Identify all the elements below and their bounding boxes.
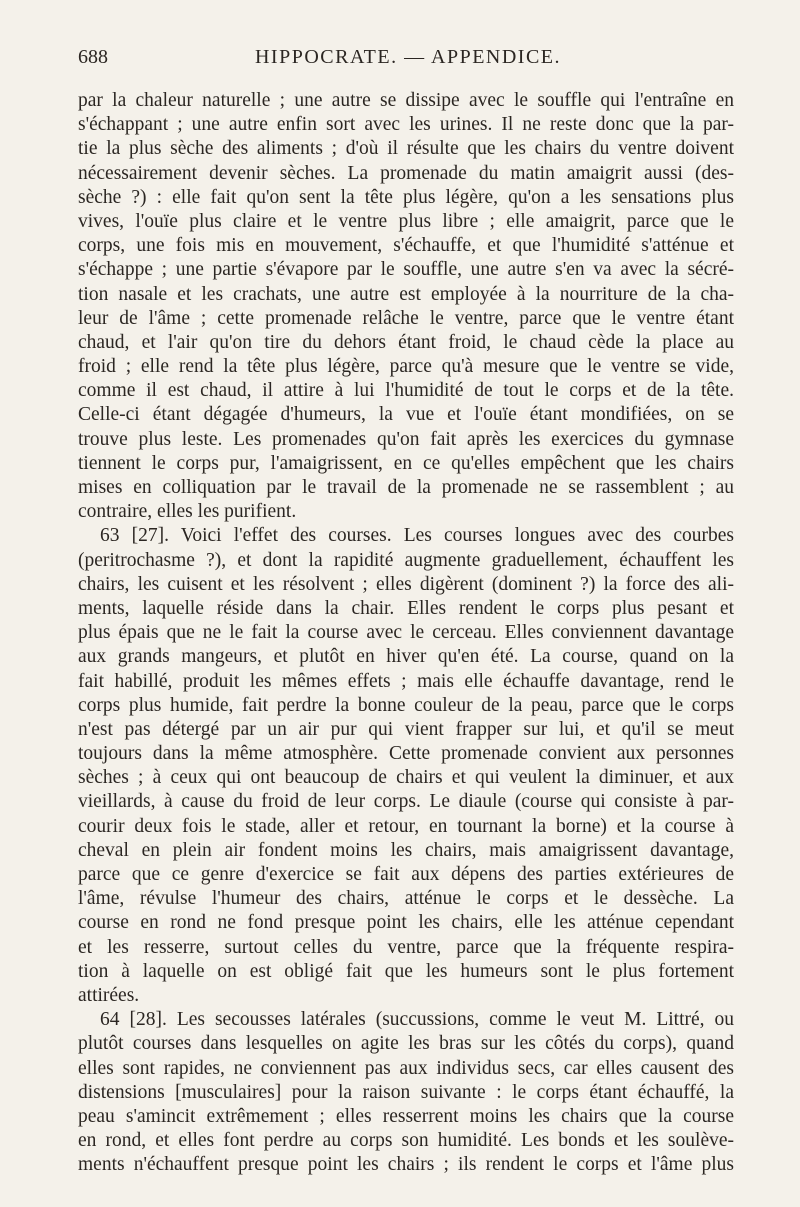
text-line: course en rond ne fond presque point les chairs, elle les atténue cependant [78,912,734,934]
text-line: contraire, elles les purifient. [78,501,297,523]
text-line: chairs, les cuisent et les résolvent ; elles digèrent (dominent ?) la force des ali- [78,573,734,595]
text-line: fait habillé, produit les mêmes effets ; mais elle échauffe davantage, rend le [78,670,734,692]
text-line: distensions [musculaires] pour la raison suivante : le corps étant échauffé, la [78,1081,734,1103]
text-line: l'âme, révulse l'humeur des chairs, atténue le corps et le dessèche. La [78,888,734,910]
body-text [78,89,734,1177]
text-line: tion à laquelle on est obligé fait que les humeurs sont le plus fortement [78,960,734,982]
text-line: corps plus humide, fait perdre la bonne couleur de la peau, parce que le corps [78,694,734,716]
text-line: n'est pas détergé par un air pur qui vient frapper sur lui, et qu'il se meut [78,718,734,740]
text-line: elles sont rapides, ne conviennent pas aux individus secs, car elles causent des [78,1057,734,1079]
text-line: 64 [28]. Les secousses latérales (succussions, comme le veut M. Littré, ou [100,1009,734,1031]
text-line: sèches ; à ceux qui ont beaucoup de chairs et qui veulent la diminuer, et aux [78,767,734,789]
text-line: 63 [27]. Voici l'effet des courses. Les courses longues avec des courbes [100,525,734,547]
text-line: ments, laquelle réside dans la chair. Elles rendent le corps plus pesant et [78,597,734,619]
text-line: Celle-ci étant dégagée d'humeurs, la vue et l'ouïe étant mondifiées, on se [78,404,734,426]
text-line: toujours dans la même atmosphère. Cette promenade convient aux personnes [78,743,734,765]
text-line: vieillards, à cause du froid de leur corps. Le diaule (course qui consiste à par- [78,791,734,813]
text-line: en rond, et elles font perdre au corps son humidité. Les bonds et les soulève- [78,1130,734,1152]
text-line: comme il est chaud, il attire à lui l'humidité de tout le corps et de la tête. [78,380,734,402]
text-line: plutôt courses dans lesquelles on agite les bras sur les côtés du corps), quand [78,1033,734,1055]
page-header [78,42,738,72]
text-line: attirées. [78,984,140,1006]
text-line: tiennent le corps pur, l'amaigrissent, en ce qu'elles empêchent que les chairs [78,452,734,474]
text-line: vives, l'ouïe plus claire et le ventre plus libre ; elle amaigrit, parce que le [78,210,734,232]
text-line: ments n'échauffent presque point les chairs ; ils rendent le corps et l'âme plus [78,1154,734,1176]
text-line: tion nasale et les crachats, une autre est employée à la nourriture de la cha- [78,283,734,305]
text-line: froid ; elle rend la tête plus légère, parce qu'à mesure que le ventre se vide, [78,356,734,378]
text-line: chaud, et l'air qu'on tire du dehors étant froid, le chaud cède la place au [78,331,734,353]
text-line: s'échappe ; une partie s'évapore par le souffle, une autre s'en va avec la sécré- [78,259,734,281]
running-title: HIPPOCRATE. — APPENDICE. [254,46,562,68]
text-line: et les resserre, surtout celles du ventre, parce que la fréquente respira- [78,936,734,958]
text-line: plus épais que ne le fait la course avec le cerceau. Elles conviennent davantage [78,622,734,644]
text-line: par la chaleur naturelle ; une autre se dissipe avec le souffle qui l'entraîne en [78,90,734,111]
text-line: (peritrochasme ?), et dont la rapidité augmente graduellement, échauffent les [78,549,734,571]
text-line: peau s'amincit extrêmement ; elles resserrent moins les chairs que la course [78,1105,734,1127]
text-line: trouve plus leste. Les promenades qu'on fait après les exercices du gymnase [78,428,734,450]
text-line: cheval en plein air fondent moins les chairs, mais amaigrissent davantage, [78,839,734,861]
text-line: aux grands mangeurs, et plutôt en hiver qu'en été. La course, quand on la [78,646,734,668]
text-line: corps, une fois mis en mouvement, s'échauffe, et que l'humidité s'atténue et [78,235,734,257]
text-line: mises en colliquation par le travail de la promenade ne se rassemblent ; au [78,477,734,498]
text-line: parce que ce genre d'exercice se fait aux dépens des parties extérieures de [78,864,734,885]
text-line: leur de l'âme ; cette promenade relâche le ventre, parce que le ventre étant [78,307,734,329]
text-line: s'échappant ; une autre enfin sort avec les urines. Il ne reste donc que la par- [78,114,734,136]
text-line: nécessairement devenir sèches. La promenade du matin amaigrit aussi (des- [78,162,734,184]
page-number: 688 [78,46,108,68]
text-line: sèche ?) : elle fait qu'on sent la tête plus légère, qu'on a les sensations plus [78,186,734,208]
text-line: courir deux fois le stade, aller et retour, en tournant la borne) et la course à [78,815,734,837]
text-line: tie la plus sèche des aliments ; d'où il résulte que les chairs du ventre doivent [78,138,734,160]
